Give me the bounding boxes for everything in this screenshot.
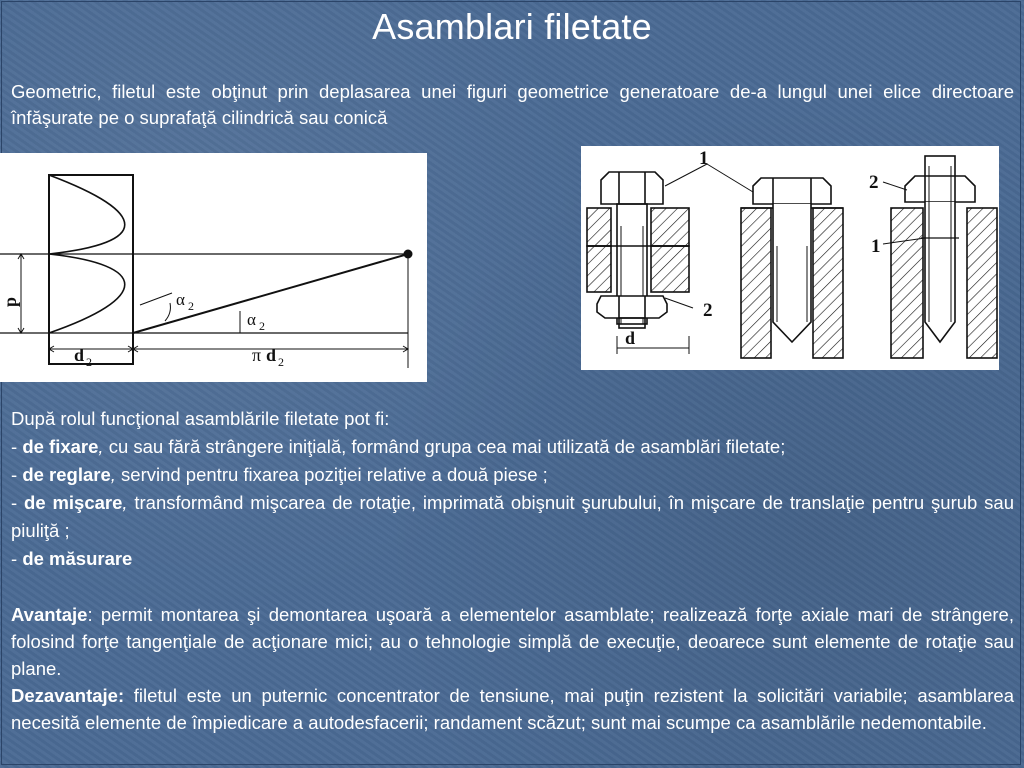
pi-d2-label: d bbox=[266, 345, 277, 365]
part-1-label: 1 bbox=[699, 148, 709, 169]
advantages-label: Avantaje bbox=[11, 604, 88, 625]
helix-diagram bbox=[0, 153, 427, 382]
term: de fixare bbox=[22, 436, 99, 457]
term: de măsurare bbox=[22, 548, 133, 569]
dash: - bbox=[11, 548, 18, 569]
desc: servind pentru fixarea poziţiei relative a două piese ; bbox=[115, 464, 548, 485]
bolt-diagram bbox=[581, 146, 999, 370]
disadvantages-paragraph bbox=[11, 682, 1014, 736]
dash: - bbox=[11, 436, 18, 457]
helix-development-line bbox=[133, 254, 408, 333]
alpha-sub-1: 2 bbox=[188, 299, 194, 313]
slide-title: Asamblari filetate bbox=[372, 6, 652, 47]
diameter-label: d bbox=[625, 328, 636, 348]
alpha-sub-2: 2 bbox=[259, 319, 265, 333]
roles-heading: După rolul funcţional asamblările filetate pot fi: bbox=[11, 408, 390, 429]
dash: - bbox=[11, 492, 18, 513]
role-item-miscare bbox=[11, 489, 1014, 545]
alpha-label-2: α bbox=[247, 310, 256, 329]
cylinder-rect bbox=[49, 175, 133, 364]
helix-development-figure bbox=[0, 153, 427, 382]
part-1-label-b: 1 bbox=[871, 236, 881, 257]
alpha-label-1: α bbox=[176, 290, 185, 309]
pitch-label: p bbox=[0, 296, 20, 307]
bolt-assemblies-figure bbox=[581, 146, 999, 370]
d2-label: d bbox=[74, 345, 85, 365]
disadvantages-text: filetul este un puternic concentrator de tensiune, mai puţin rezistent la solicitări variabile; asamblarea necesită elemente de împiedicare a autodesfacerii; randament scăzut; sunt mai scumpe ca asamblările nedemontabile. bbox=[11, 685, 1014, 733]
desc: transformând mişcarea de rotaţie, imprimată obişnuit şurubului, în mişcare de translaţie pentru şurub sau piuliţă ; bbox=[11, 492, 1014, 541]
role-item-fixare bbox=[11, 433, 1014, 461]
comma: , bbox=[110, 464, 116, 485]
d2-sub: 2 bbox=[86, 355, 92, 369]
pi-label: π bbox=[252, 345, 262, 365]
dash: - bbox=[11, 464, 18, 485]
body-text bbox=[11, 405, 1014, 736]
advantages-paragraph bbox=[11, 601, 1014, 682]
spacer bbox=[11, 573, 1014, 601]
term: de reglare bbox=[22, 464, 111, 485]
comma: , bbox=[98, 436, 104, 457]
part-2-label: 2 bbox=[703, 300, 713, 321]
pi-d2-sub: 2 bbox=[278, 355, 284, 369]
role-item-masurare bbox=[11, 545, 1014, 573]
role-item-reglare bbox=[11, 461, 1014, 489]
intro-text: Geometric, filetul este obţinut prin deplasarea unei figuri geometrice generatoare de-a lungul unei elice directoare înfăşurate pe o suprafaţă cilindrică sau conică bbox=[11, 81, 1014, 128]
desc: cu sau fără strângere iniţială, formând grupa cea mai utilizată de asamblări filetate; bbox=[103, 436, 786, 457]
comma: , bbox=[122, 492, 128, 513]
advantages-text: : permit montarea şi demontarea uşoară a elementelor asamblate; realizează forţe axiale mari de strângere, folosind forţe tangenţiale de acţionare mici; au o tehnologie simplă de execuţie, deoarece sunt elemente de rotaţie sau plane. bbox=[11, 604, 1014, 679]
term: de mişcare bbox=[24, 492, 123, 513]
disadvantages-label: Dezavantaje: bbox=[11, 685, 125, 706]
part-2-label-b: 2 bbox=[869, 172, 879, 193]
